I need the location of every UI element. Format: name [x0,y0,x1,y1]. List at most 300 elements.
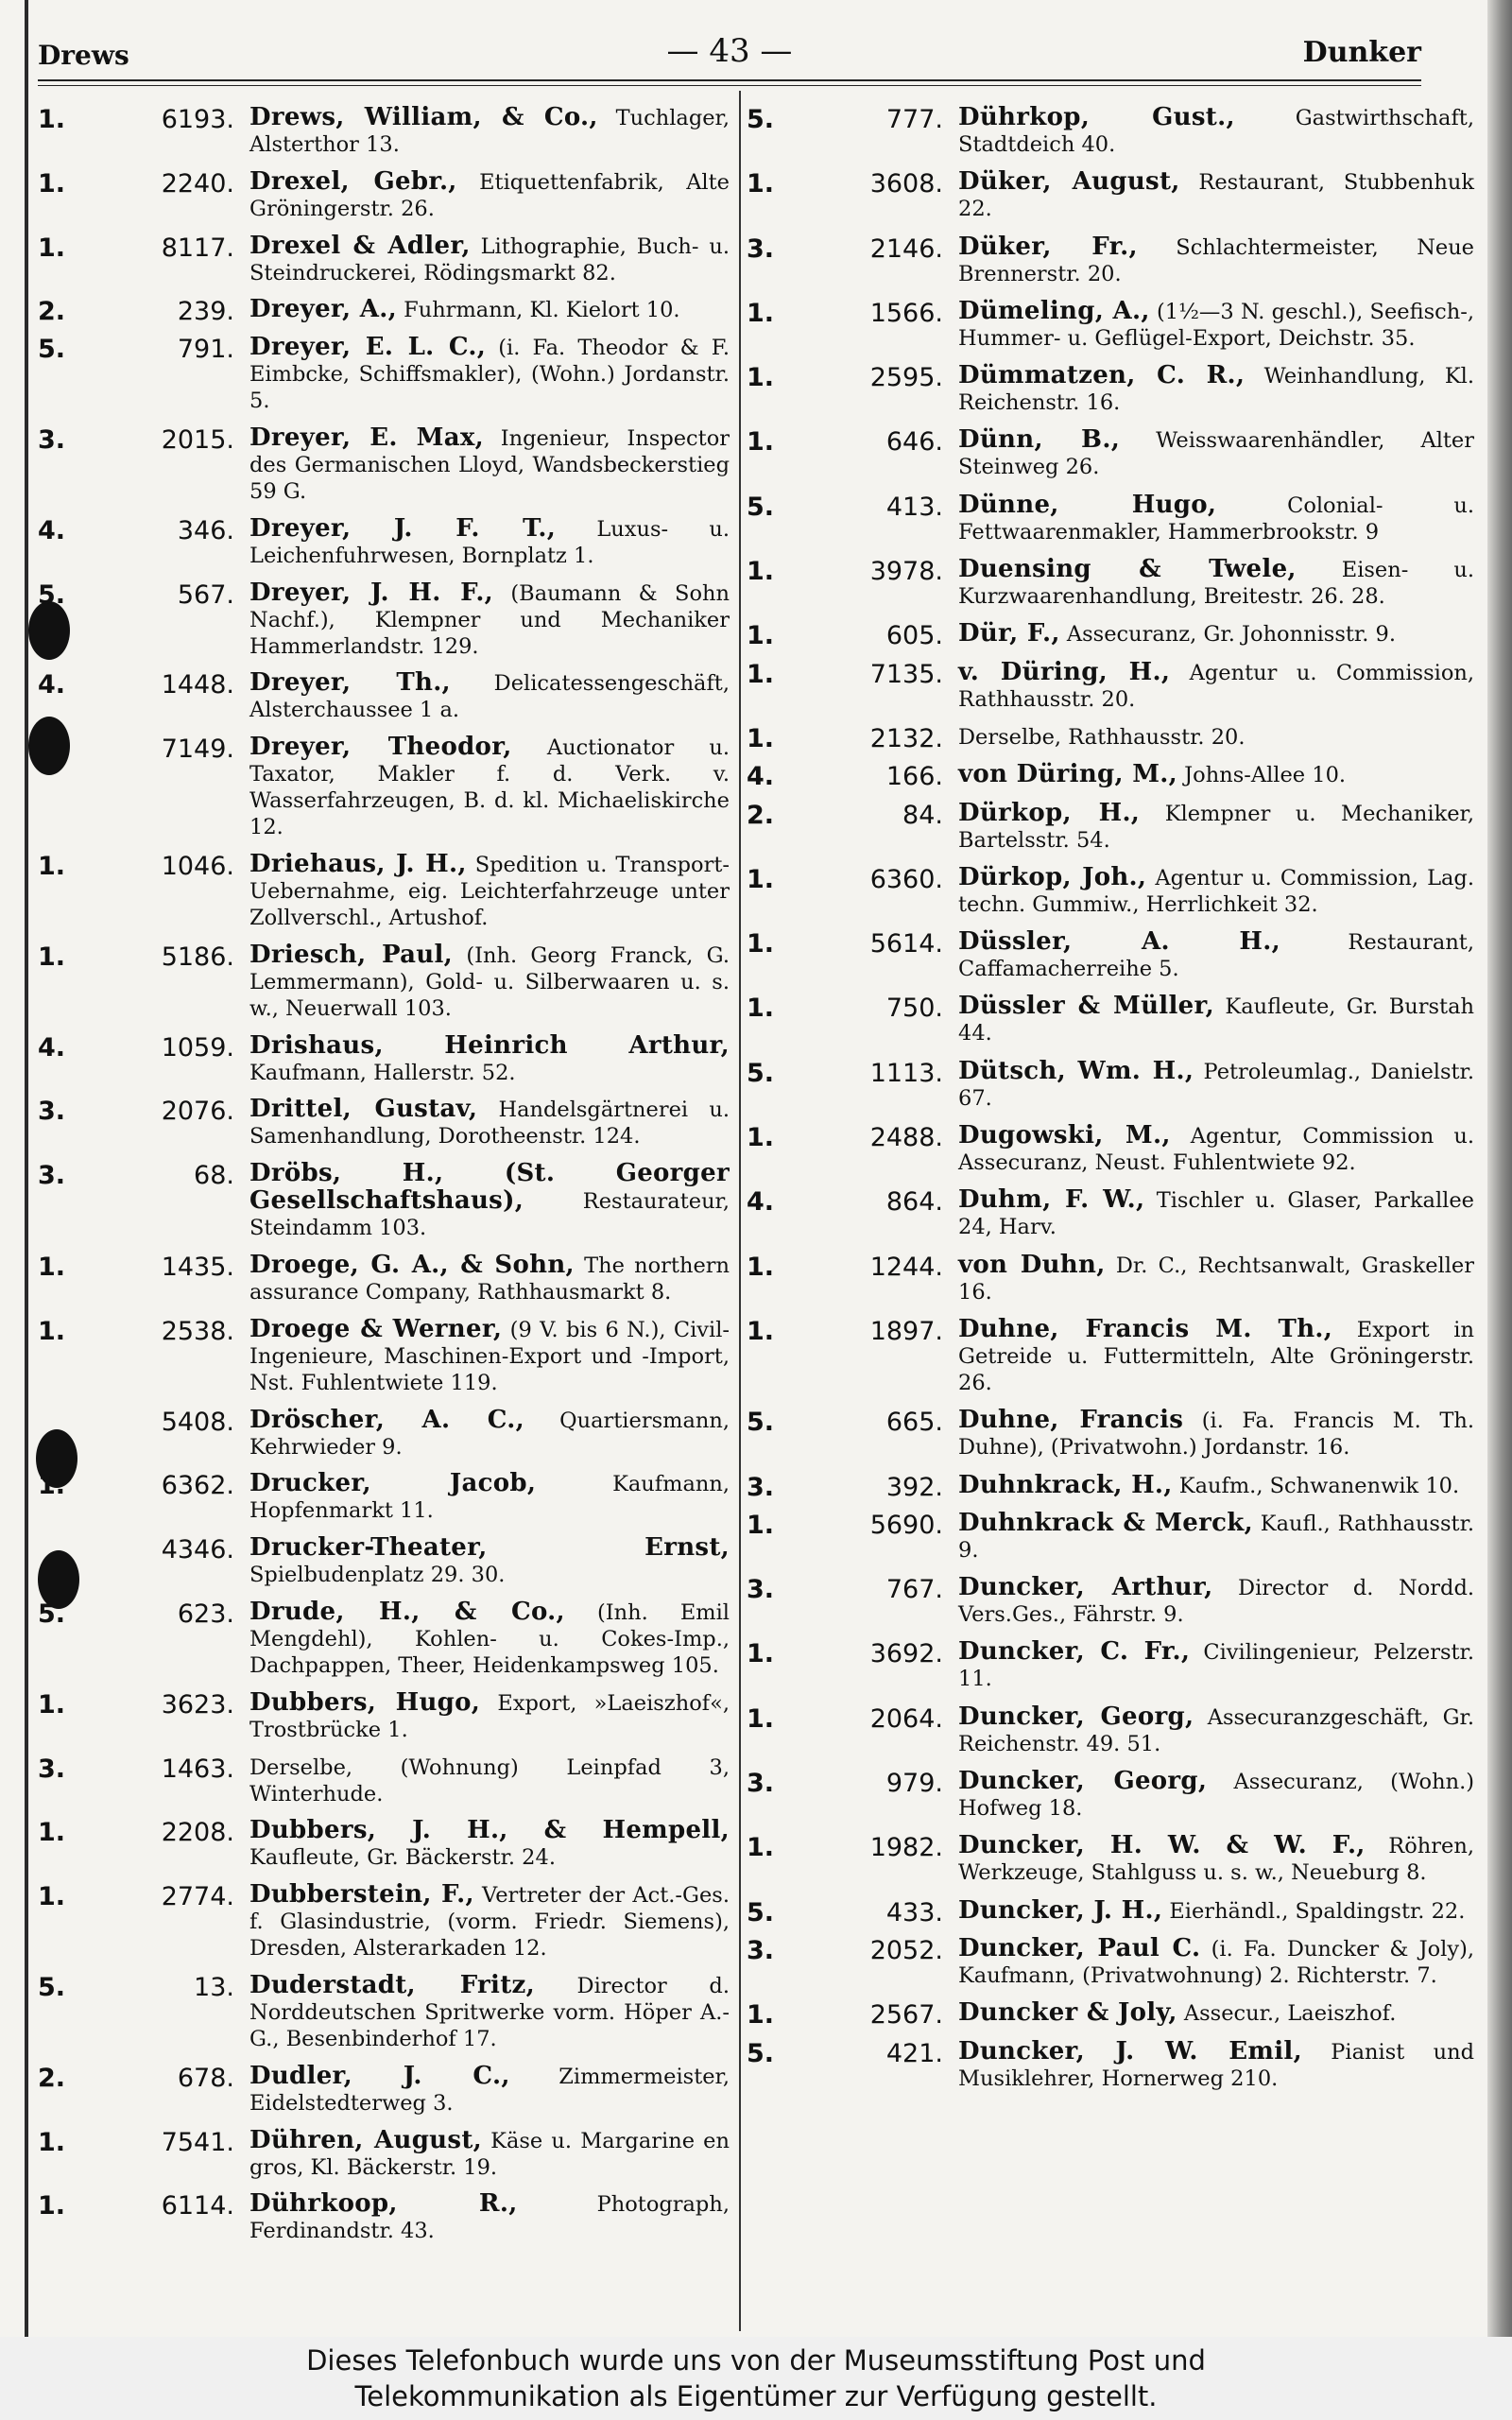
subscriber-details: Assecuranz, (Wohn.) Hofweg 18. [958,1770,1474,1822]
phone-number [747,2040,949,2068]
exchange-number: 1. [747,1703,775,1734]
phone-number [38,106,240,134]
subscriber-details: Restaurant, Caffamacherreihe 5. [958,930,1475,982]
line-number: 421. [885,2038,943,2068]
exchange-number: 3. [747,1769,775,1799]
entry-text [958,1122,1474,1176]
phone-number [747,106,949,134]
line-number: 623. [177,1599,234,1629]
line-number: 777. [885,105,943,134]
exchange-number: 5. [747,1897,775,1927]
subscriber-name: Dugowski, M., [958,1121,1171,1150]
entry-text [958,1768,1474,1822]
column-divider [739,91,741,2331]
subscriber-details: Handelsgärtnerei u. Samenhandlung, Dorotheenstr. 124. [249,1098,730,1150]
phone-number [747,300,949,328]
subscriber-name: Duncker, J. H., [958,1895,1163,1925]
directory-entry [38,233,730,286]
exchange-number: 1. [747,2000,775,2031]
line-number: 2064. [869,1703,943,1734]
subscriber-name: Duncker, H. W. & W. F., [958,1831,1366,1860]
line-number: 6360. [869,864,943,894]
exchange-number: 3. [747,233,775,264]
entry-text [249,1407,730,1461]
exchange-number: 5. [747,1408,775,1438]
subscriber-details: (i. Fa. Duncker & Joly), Kaufmann, (Privatwohnung) 2. Richterstr. 7. [958,1936,1475,1988]
subscriber-details: Derselbe, Rathhausstr. 20. [958,724,1246,750]
exchange-number: 1. [747,1123,775,1153]
subscriber-name: Droege & Werner, [249,1314,503,1343]
entry-text [249,515,730,569]
exchange-number: 1. [38,1818,66,1848]
line-number: 8117. [161,233,234,263]
exchange-number: 4. [38,515,66,545]
subscriber-name: Dümeling, A., [958,296,1150,325]
exchange-number: 1. [747,1833,775,1863]
entry-text [249,296,730,323]
directory-entry [38,1252,730,1305]
exchange-number: 2. [38,297,66,327]
directory-entry [747,1122,1474,1176]
entry-text [958,800,1474,854]
phone-number [747,763,949,791]
entry-text [249,1534,730,1588]
phone-number [747,1705,949,1734]
subscriber-name: Dünne, Hugo, [958,490,1217,519]
subscriber-name: Dür, F., [958,619,1060,648]
directory-entry [747,1574,1474,1628]
subscriber-name: Drexel & Adler, [249,231,471,260]
line-number: 2076. [161,1097,234,1127]
line-number: 7149. [161,735,234,765]
header-rule [38,79,1421,81]
directory-entry [38,104,730,158]
subscriber-name: Dröbs, H., (St. Georger Gesellschaftshaus), [249,1159,730,1216]
phone-number [38,1819,240,1847]
line-number: 1059. [161,1032,234,1063]
exchange-number: 4. [747,1187,775,1218]
directory-entry [747,556,1474,610]
phone-number [747,866,949,894]
directory-entry [747,1470,1474,1502]
entry-text [249,2190,730,2244]
exchange-number: 1. [38,942,66,972]
subscriber-details: Export in Getreide u. Futtermitteln, Alte Gröningerstr. 26. [958,1317,1474,1395]
subscriber-details: Eisen- u. Kurzwaarenhandlung, Breitestr. 26. 28. [958,558,1474,610]
entry-text [249,1096,730,1150]
exchange-number: 1. [38,1471,66,1501]
line-number: 2208. [161,1818,234,1848]
phone-number [38,1409,240,1437]
phone-number [747,558,949,586]
subscriber-name: Duncker, J. W. Emil, [958,2036,1302,2066]
entry-text [958,104,1474,158]
exchange-number: 1. [747,363,775,393]
subscriber-name: Dreyer, J. F. T., [249,513,557,543]
subscriber-name: Dreyer, E. Max, [249,423,485,452]
subscriber-name: Duhnkrack & Merck, [958,1508,1253,1537]
exchange-number: 1. [38,2191,66,2221]
subscriber-name: Dürkop, Joh., [958,862,1147,891]
subscriber-details: Spedition u. Transport-Uebernahme, eig. Leichterfahrzeuge unter Zollverschl., Artushof. [249,852,730,930]
exchange-number: 1. [747,1639,775,1669]
subscriber-name: Düker, Fr., [958,232,1138,261]
line-number: 1113. [869,1058,943,1088]
line-number: 1897. [869,1316,943,1346]
phone-number [747,1899,949,1927]
phone-number [38,943,240,972]
phone-number [38,1472,240,1500]
phone-number [747,994,949,1023]
directory-entry [38,2063,730,2117]
phone-number [38,1318,240,1346]
line-number: 84. [902,800,943,830]
phone-number [38,517,240,545]
subscriber-details: Pianist und Musiklehrer, Hornerweg 210. [958,2039,1474,2091]
directory-entry [38,2190,730,2244]
subscriber-details: Weisswaarenhändler, Alter Steinweg 26. [958,428,1475,480]
exchange-number: 5. [747,492,775,522]
entry-text [958,1935,1474,1989]
subscriber-details: Agentur, Commission u. Assecuranz, Neust. Fuhlentwiete 92. [958,1124,1475,1176]
subscriber-details: Kaufmann, Hallerstr. 52. [249,1060,516,1085]
directory-entry [38,515,730,569]
binding-edge [25,0,28,2337]
directory-entry [38,1881,730,1962]
entry-text [249,104,730,158]
exchange-number: 1. [747,1316,775,1346]
exchange-number: 1. [747,298,775,328]
subscriber-details: Lithographie, Buch- u. Steindruckerei, Rödingsmarkt 82. [249,233,730,285]
subscriber-name: Duhne, Francis [958,1406,1184,1435]
subscriber-name: von Duhn, [958,1250,1106,1279]
directory-entry [747,723,1474,751]
directory-entry [747,864,1474,918]
line-number: 4346. [161,1535,234,1565]
subscriber-name: Duhnkrack, H., [958,1470,1173,1499]
entry-text [958,1407,1474,1461]
exchange-number: 1. [747,994,775,1024]
phone-number [38,2065,240,2093]
line-number: 1244. [869,1252,943,1282]
phone-number [38,1536,240,1564]
subscriber-details: Käse u. Margarine en gros, Kl. Bäckerstr. 19. [249,2128,730,2180]
exchange-number: 1. [747,169,775,199]
phone-number [38,170,240,199]
directory-entry [747,1252,1474,1305]
exchange-number: 2. [38,2063,66,2093]
phone-number [38,1253,240,1282]
exchange-number: 1. [747,1252,775,1282]
phone-number [38,1974,240,2002]
right-column [747,104,1474,2102]
entry-text [958,362,1474,416]
line-number: 3608. [869,169,943,199]
exchange-number: 5. [747,105,775,134]
exchange-number: 1. [747,621,775,651]
entry-text [958,864,1474,918]
subscriber-details: Auctionator u. Taxator, Makler f. d. Verk. v. Wasserfahrzeugen, B. d. kl. Michaeliskirche 12. [249,735,730,840]
line-number: 392. [885,1472,943,1502]
line-number: 678. [177,2063,234,2093]
line-number: 2015. [161,424,234,455]
entry-text [958,168,1474,222]
subscriber-name: Düssler, A. H., [958,927,1280,957]
entry-text [958,492,1474,545]
exchange-number: 1. [38,233,66,263]
directory-entry [747,1407,1474,1461]
phone-number [747,493,949,522]
phone-number [747,1834,949,1862]
directory-entry [747,1638,1474,1692]
phone-number [747,1640,949,1668]
directory-entry [747,1935,1474,1989]
subscriber-details: Assecuranz, Gr. Johonnisstr. 9. [1059,622,1396,648]
entry-text [958,723,1474,751]
subscriber-name: Duncker, C. Fr., [958,1637,1191,1667]
subscriber-name: Drews, William, & Co., [249,103,598,131]
directory-entry [38,1407,730,1461]
line-number: 166. [885,762,943,792]
entry-text [249,579,730,660]
header-rule-thin [38,85,1421,86]
subscriber-details: Quartiersmann, Kehrwieder 9. [249,1408,730,1460]
entry-text [249,1032,730,1086]
subscriber-details: Eierhändl., Spaldingstr. 22. [1162,1898,1466,1924]
subscriber-details: Export, »Laeiszhof«, Trostbrücke 1. [249,1690,730,1742]
line-number: 3623. [161,1689,234,1720]
subscriber-name: Driesch, Paul, [249,940,454,969]
subscriber-name: Dudler, J. C., [249,2061,510,2090]
line-number: 2567. [869,2000,943,2031]
subscriber-details: (Inh. Emil Mengdehl), Kohlen- u. Cokes-Imp., Dachpappen, Theer, Heidenkampsweg 105. [249,1599,730,1678]
entry-text [958,1510,1474,1564]
subscriber-details: Spielbudenplatz 29. 30. [249,1563,506,1588]
directory-entry [38,579,730,660]
directory-entry [747,1186,1474,1240]
exchange-number: 3. [38,1754,66,1784]
line-number: 6114. [161,2191,234,2221]
entry-text [958,761,1474,788]
exchange-number: 4. [38,1032,66,1063]
line-number: 1448. [161,670,234,700]
subscriber-details: Zimmermeister, Eidelstedterweg 3. [249,2064,730,2116]
entry-text [249,1689,730,1743]
subscriber-name: Dubberstein, F., [249,1880,474,1910]
subscriber-details: Civilingenieur, Pelzerstr. 11. [958,1640,1474,1692]
phone-number [747,235,949,264]
line-number: 2146. [869,233,943,264]
exchange-number: 2. [747,800,775,830]
subscriber-details: Vertreter der Act.-Ges. f. Glasindustrie, (vorm. Friedr. Siemens), Dresden, Alsterarkaden 12. [249,1883,730,1962]
exchange-number: 3. [38,424,66,455]
subscriber-details: (Baumann & Sohn Nachf.), Klempner und Mechaniker Hammerlandstr. 129. [249,580,730,659]
directory-entry [747,619,1474,651]
line-number: 2240. [161,168,234,199]
page-header [38,26,1421,76]
subscriber-details: Kaufl., Rathhausstr. 9. [958,1511,1475,1563]
phone-number [38,1883,240,1911]
exchange-number: 1. [38,2127,66,2157]
phone-number [747,1576,949,1604]
line-number: 791. [177,335,234,365]
subscriber-name: Duncker, Arthur, [958,1573,1213,1602]
entry-text [249,233,730,286]
subscriber-name: Dühren, August, [249,2125,482,2154]
subscriber-details: Agentur u. Commission, Lag. techn. Gummiw., Herrlichkeit 32. [958,865,1474,917]
exchange-number: 1. [38,168,66,199]
entry-text [958,1252,1474,1305]
entry-text [249,2127,730,2181]
subscriber-name: Dreyer, J. H. F., [249,578,494,607]
line-number: 1566. [869,298,943,328]
entry-text [958,233,1474,287]
phone-number [747,1188,949,1217]
line-number: 5186. [161,942,234,972]
exchange-number: 1. [38,105,66,134]
subscriber-details: Luxus- u. Leichenfuhrwesen, Bornplatz 1. [249,516,730,568]
subscriber-name: Dütsch, Wm. H., [958,1056,1194,1085]
subscriber-details: Fuhrmann, Kl. Kielort 10. [396,298,680,323]
phone-number [38,735,240,764]
phone-number [38,426,240,455]
directory-entry [38,1160,730,1241]
line-number: 5614. [869,929,943,959]
phone-number [38,1600,240,1629]
entry-text [249,669,730,723]
subscriber-details: Derselbe, (Wohnung) Leinpfad 3, Winterhude. [249,1754,730,1806]
subscriber-details: Kaufleute, Gr. Bäckerstr. 24. [249,1845,556,1871]
directory-entry [747,1832,1474,1886]
line-number: 646. [885,427,943,458]
subscriber-details: Röhren, Werkzeuge, Stahlguss u. s. w., Neueburg 8. [958,1834,1474,1886]
subscriber-details: Photograph, Ferdinandstr. 43. [249,2192,730,2244]
phone-number [747,428,949,457]
subscriber-name: Driehaus, J. H., [249,849,467,878]
subscriber-name: Drittel, Gustav, [249,1095,478,1124]
line-number: 346. [177,515,234,545]
entry-text [249,1316,730,1396]
subscriber-details: Delicatessengeschäft, Alsterchaussee 1 a. [249,671,730,723]
directory-entry [38,1817,730,1871]
entry-text [249,942,730,1022]
directory-entry [747,1058,1474,1112]
subscriber-name: Duncker, Georg, [958,1702,1194,1731]
subscriber-name: von Düring, M., [958,760,1177,789]
entry-text [958,556,1474,610]
exchange-number: 3. [747,1472,775,1502]
subscriber-name: Dubbers, Hugo, [249,1687,481,1717]
exchange-number: 1. [747,427,775,458]
directory-entry [38,1972,730,2052]
subscriber-name: Duncker & Joly, [958,1998,1177,2028]
exchange-number: 4. [38,670,66,700]
subscriber-details: Tischler u. Glaser, Parkallee 24, Harv. [958,1188,1474,1240]
phone-number [747,1474,949,1502]
subscriber-details: Dr. C., Rechtsanwalt, Graskeller 16. [958,1253,1475,1305]
entry-text [958,2038,1474,2092]
line-number: 2595. [869,363,943,393]
phone-number [38,1162,240,1190]
directory-entry [38,851,730,931]
entry-text [958,1574,1474,1628]
line-number: 413. [885,492,943,522]
directory-entry [38,1754,730,1807]
phone-number [747,1770,949,1798]
line-number: 1463. [161,1754,234,1784]
phone-number [747,2001,949,2030]
entry-text [249,851,730,931]
subscriber-name: Drucker, Jacob, [249,1469,537,1498]
phone-number [38,1034,240,1063]
exchange-number: 5. [38,579,66,610]
entry-text [249,2063,730,2117]
directory-entry [38,1316,730,1396]
subscriber-name: Duhm, F. W., [958,1185,1145,1215]
subscriber-details: Kaufmann, Hopfenmarkt 11. [249,1472,730,1524]
subscriber-name: Drishaus, Heinrich Arthur, [249,1030,730,1060]
directory-entry [747,1510,1474,1564]
entry-text [249,1160,730,1241]
exchange-number: 5. [747,1058,775,1088]
subscriber-name: Düssler & Müller, [958,992,1214,1021]
phone-number [38,1755,240,1784]
entry-text [249,1470,730,1524]
directory-entry [747,928,1474,982]
entry-text [249,1754,730,1807]
exchange-number: 1. [38,1882,66,1912]
subscriber-details: Assecuranzgeschäft, Gr. Reichenstr. 49. 51. [958,1704,1474,1756]
exchange-number: 5. [38,335,66,365]
line-number: 665. [885,1408,943,1438]
line-number: 2488. [869,1123,943,1153]
subscriber-name: Dümmatzen, C. R., [958,361,1246,390]
subscriber-name: Droege, G. A., & Sohn, [249,1250,575,1279]
subscriber-details: Petroleumlag., Danielstr. 67. [958,1059,1474,1111]
line-number: 2132. [869,723,943,753]
entry-text [249,1817,730,1871]
exchange-number: 1. [747,929,775,959]
subscriber-details: Ingenieur, Inspector des Germanischen Lloyd, Wandsbeckerstieg 59 G. [249,425,730,504]
directory-entry [38,1032,730,1086]
phone-number [38,2129,240,2157]
line-number: 567. [177,579,234,610]
exchange-number: 3. [38,1161,66,1191]
entry-text [958,1999,1474,2027]
phone-number [38,298,240,326]
entry-text [958,620,1474,648]
entry-text [249,1972,730,2052]
directory-entry [747,800,1474,854]
subscriber-name: Dreyer, A., [249,295,397,324]
subscriber-name: Dreyer, E. L. C., [249,333,487,362]
line-number: 13. [194,1972,234,2002]
directory-entry [38,1534,730,1588]
exchange-number: 1. [747,723,775,753]
subscriber-name: Dührkop, Gust., [958,103,1235,131]
line-number: 5408. [161,1407,234,1437]
directory-entry [747,1897,1474,1925]
footer-line-1: Dieses Telefonbuch wurde uns von der Museumsstiftung Post und [306,2344,1206,2377]
phone-number [747,622,949,650]
subscriber-details: Kaufleute, Gr. Burstah 44. [958,994,1475,1046]
directory-entry [38,1096,730,1150]
entry-text [958,928,1474,982]
entry-text [249,1252,730,1305]
subscriber-name: Drude, H., & Co., [249,1597,565,1626]
directory-entry [747,659,1474,713]
directory-entry [38,334,730,414]
